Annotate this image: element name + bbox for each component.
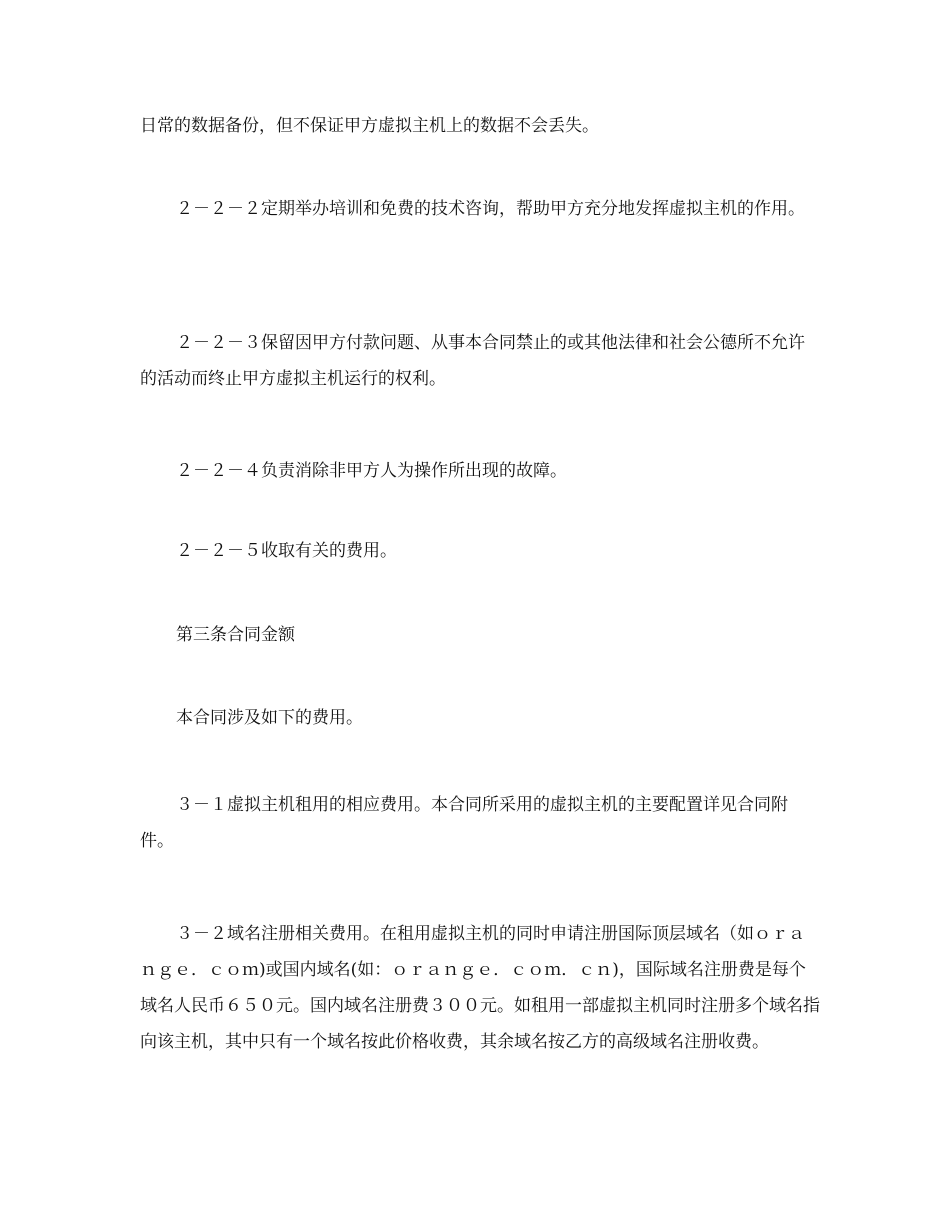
paragraph-fees-intro: 本合同涉及如下的费用。 bbox=[176, 708, 363, 728]
paragraph-clause-2-2-5: ２－２－５收取有关的费用。 bbox=[176, 541, 397, 561]
paragraph-clause-3-1: ３－１虚拟主机租用的相应费用。本合同所采用的虚拟主机的主要配置详见合同附件。 bbox=[140, 795, 788, 851]
section-heading-article-3: 第三条合同金额 bbox=[176, 625, 295, 645]
paragraph-clause-2-2-4: ２－２－４负责消除非甲方人为操作所出现的故障。 bbox=[176, 461, 567, 481]
paragraph-clause-2-2-2: ２－２－２定期举办培训和免费的技术咨询，帮助甲方充分地发挥虚拟主机的作用。 bbox=[176, 199, 805, 219]
paragraph-clause-2-2-3: ２－２－３保留因甲方付款问题、从事本合同禁止的或其他法律和社会公德所不允许的活动而终止甲方虚拟主机运行的权利。 bbox=[140, 333, 805, 389]
paragraph-clause-3-2: ３－２域名注册相关费用。在租用虚拟主机的同时申请注册国际顶层域名（如ｏｒａｎｇｅ．ｃｏｍ)或国内域名(如：ｏｒａｎｇｅ．ｃｏｍ．ｃｎ)，国际域名注册费是每个域名人民币６５０元。国内域名注册费３００元。如租用一部虚拟主机同时注册多个域名指向该主机，其中只有一个域名按此价格收费，其余域名按乙方的高级域名注册收费。 bbox=[140, 924, 820, 1052]
paragraph-data-backup-continuation: 日常的数据备份，但不保证甲方虚拟主机上的数据不会丢失。 bbox=[140, 116, 599, 136]
